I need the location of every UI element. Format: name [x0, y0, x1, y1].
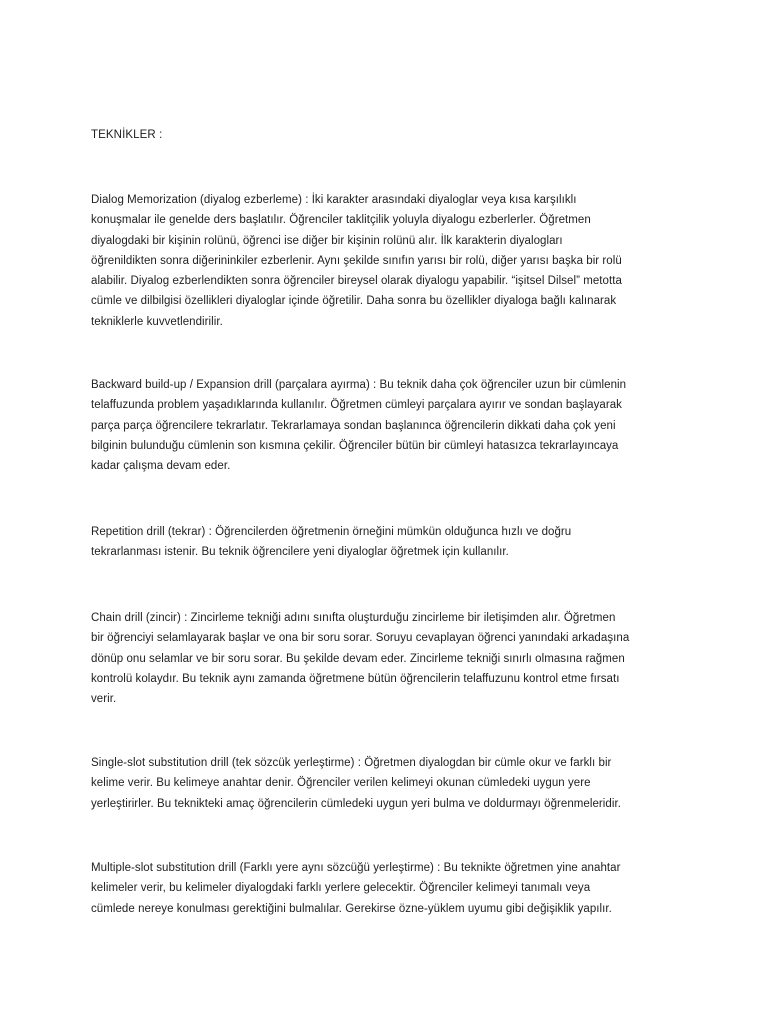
text-line: Multiple-slot substitution drill (Farklı yere aynı sözcüğü yerleştirme) : Bu teknikte öğretmen yine anahtar — [91, 862, 621, 874]
text-line: bilginin bulunduğu cümlenin son kısmına çekilir. Öğrenciler bütün bir cümleyi hatasızca tekrarlayıncaya — [91, 439, 619, 452]
text-line: parça parça öğrencilere tekrarlatır. Tekrarlamaya sondan başlanınca öğrencilerin dikkati daha çok yeni — [91, 419, 616, 432]
paragraph-multiple-slot-substitution — [91, 858, 683, 919]
text-line: öğrenildikten sonra diğerininkiler ezberlenir. Aynı şekilde sınıfın yarısı bir rolü, diğer yarısı başka bir rolü — [91, 254, 622, 267]
text-line: Backward build-up / Expansion drill (parçalara ayırma) : Bu teknik daha çok öğrenciler uzun bir cümlenin — [91, 379, 627, 391]
text-line: bir öğrenciyi selamlayarak başlar ve ona bir soru sorar. Soruyu cevaplayan öğrenci yanındaki arkadaşına — [91, 632, 630, 645]
paragraph-repetition-drill — [91, 522, 683, 563]
paragraph-backward-build-up — [91, 375, 683, 476]
text-line: verir. — [91, 693, 117, 706]
text-line: Dialog Memorization (diyalog ezberleme) : İki karakter arasındaki diyaloglar veya kısa karşılıklı — [91, 194, 577, 206]
text-line: kelimeler verir, bu kelimeler diyalogdaki farklı yerlere gelecektir. Öğrenciler kelimeyi tanımalı veya — [91, 882, 591, 895]
paragraph-dialog-memorization — [91, 190, 683, 332]
text-line: kontrolü kolaydır. Bu teknik aynı zamanda öğretmene bütün öğrencilerin telaffuzunu kontrol etme fırsatı — [91, 672, 620, 685]
document-heading: TEKNİKLER : — [91, 129, 163, 141]
text-line: cümle ve dilbilgisi özellikleri diyaloglar içinde öğretilir. Daha sonra bu özellikler diyaloga bağlı kalınarak — [91, 295, 617, 308]
text-line: telaffuzunda problem yaşadıklarında kullanılır. Öğretmen cümleyi parçalara ayırır ve sondan başlayarak — [91, 399, 622, 412]
text-line: alabilir. Diyalog ezberlendikten sonra öğrenciler bireysel olarak diyalogu yapabilir. “işitsel Dilsel” metotta — [91, 275, 622, 288]
text-line: kadar çalışma devam eder. — [91, 460, 231, 473]
text-line: konuşmalar ile genelde ders başlatılır. Öğrenciler taklitçilik yoluyla diyalogu ezberlerler. Öğretmen — [91, 214, 591, 227]
text-line: Chain drill (zincir) : Zincirleme tekniği adını sınıfta oluşturduğu zincirleme bir iletişimden alır. Öğretmen — [91, 612, 616, 624]
text-line: Repetition drill (tekrar) : Öğrencilerden öğretmenin örneğini mümkün olduğunca hızlı ve doğru — [91, 526, 572, 538]
text-line: tekrarlanması istenir. Bu teknik öğrencilere yeni diyaloglar öğretmek için kullanılır. — [91, 546, 509, 559]
text-line: cümlede nereye konulması gerektiğini bulmalılar. Gerekirse özne-yüklem uyumu gibi değişiklik yapılır. — [91, 902, 612, 915]
paragraph-single-slot-substitution — [91, 753, 683, 814]
text-line: Single-slot substitution drill (tek sözcük yerleştirme) : Öğretmen diyalogdan bir cümle okur ve farklı bir — [91, 757, 612, 769]
text-line: kelime verir. Bu kelimeye anahtar denir. Öğrenciler verilen kelimeyi okunan cümledeki uygun yere — [91, 777, 591, 790]
text-line: dönüp onu selamlar ve bir soru sorar. Bu şekilde devam eder. Zincirleme tekniği sınırlı olmasına rağmen — [91, 652, 625, 665]
text-line: tekniklerle kuvvetlendirilir. — [91, 315, 223, 328]
paragraph-chain-drill — [91, 608, 683, 709]
text-line: diyalogdaki bir kişinin rolünü, öğrenci ise diğer bir kişinin rolünü alır. İlk karakterin diyalogları — [91, 234, 563, 247]
text-line: yerleştirirler. Bu teknikteki amaç öğrencilerin cümledeki uygun yeri bulma ve doldurmayı öğrenmeleridir. — [91, 797, 621, 810]
